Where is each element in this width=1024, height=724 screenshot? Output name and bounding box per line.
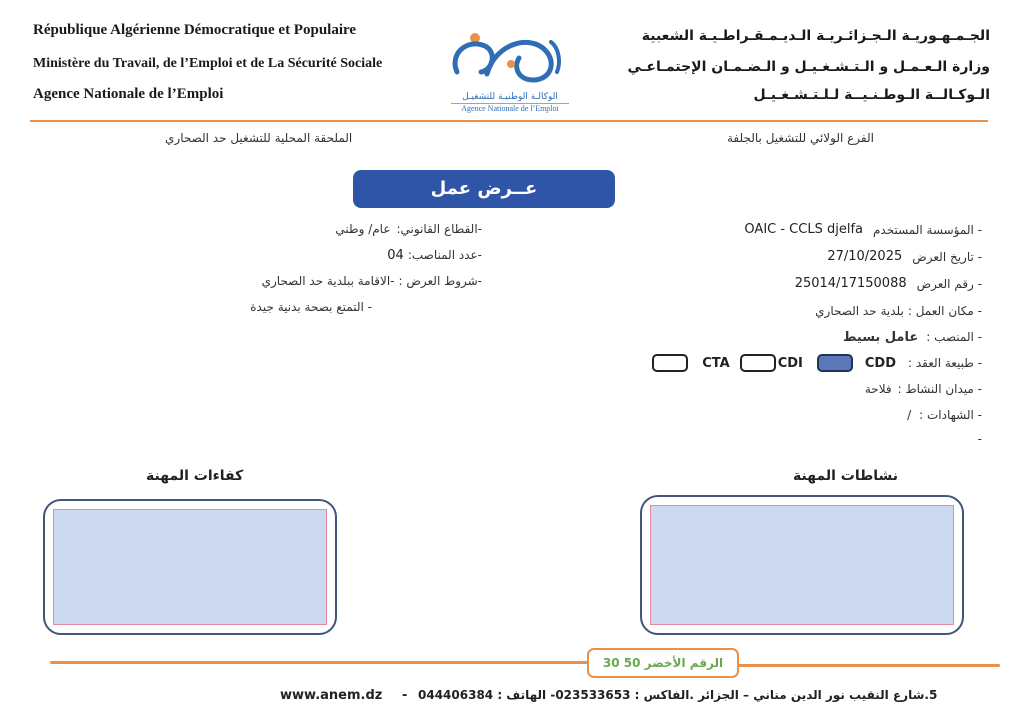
activities-box bbox=[640, 495, 964, 635]
page-title: عــرض عمل bbox=[353, 170, 615, 208]
competences-box bbox=[43, 499, 337, 635]
header-fr-ministry: Ministère du Travail, de l’Emploi et de La Sécurité Sociale bbox=[33, 56, 383, 71]
contract-option-cdd-checkbox[interactable] bbox=[817, 354, 853, 372]
logo-fr-text: Agence Nationale de l’Emploi bbox=[451, 103, 569, 113]
field-employer bbox=[622, 216, 982, 243]
field-legal-sector bbox=[230, 216, 482, 242]
field-workplace-value: بلدية حد الصحاري bbox=[815, 303, 904, 318]
field-positions-count bbox=[230, 242, 482, 268]
field-offer-number-value: 25014/17150088 bbox=[794, 276, 907, 291]
logo-ar-text: الوكالـة الوطنيـة للتشغيـل bbox=[462, 92, 558, 102]
anem-logo bbox=[447, 24, 573, 114]
field-position bbox=[622, 324, 982, 350]
field-activity-domain bbox=[622, 376, 982, 402]
contract-option-cta-checkbox[interactable] bbox=[652, 354, 688, 372]
competences-title: كفاءات المهنة bbox=[146, 468, 244, 484]
field-offer-date-value: 27/10/2025 bbox=[827, 249, 903, 264]
field-workplace bbox=[622, 297, 982, 324]
anem-logo-mark-icon bbox=[447, 24, 573, 90]
offer-details-left bbox=[230, 216, 482, 320]
field-diplomas-label: - الشهادات : bbox=[919, 408, 982, 422]
footer-website[interactable]: www.anem.dz bbox=[280, 688, 383, 703]
field-diplomas-value: / bbox=[907, 408, 912, 422]
footer-address: 5.شارع النقيب نور الدين مناني – الجزائر .الفاكس : 023533653- الهاتف : 044406384 bbox=[418, 688, 938, 702]
field-positions-count-label: -عدد المناصب: bbox=[407, 248, 482, 262]
header-ar-agency: الـوكـالــة الـوطـنـيــة لـلـتـشـغـيـل bbox=[753, 87, 990, 103]
field-employer-label: - المؤسسة المستخدم bbox=[872, 222, 982, 237]
field-activity-label: - ميدان النشاط : bbox=[897, 382, 982, 396]
header-fr-agency: Agence Nationale de l’Emploi bbox=[33, 86, 224, 102]
field-offer-number-label: - رقم العرض bbox=[916, 276, 982, 291]
field-conditions-extra bbox=[230, 294, 482, 320]
field-contract-type bbox=[622, 350, 982, 376]
field-offer-number bbox=[622, 270, 982, 297]
activities-box-content bbox=[650, 505, 954, 625]
field-conditions-value2: - التمتع بصحة بدنية جيدة bbox=[250, 300, 372, 314]
activities-title: نشاطات المهنة bbox=[793, 468, 899, 484]
field-legal-sector-value: عام/ وطني bbox=[335, 222, 391, 236]
header-ar-republic: الجـمـهـوريـة الـجـزائـريـة الـديـمـقـراطـيـة الشعبية bbox=[641, 28, 990, 44]
field-activity-value: فلاحة bbox=[864, 382, 892, 396]
contract-option-cdi-checkbox[interactable] bbox=[740, 354, 776, 372]
offer-details-right bbox=[622, 216, 982, 450]
field-offer-date bbox=[622, 243, 982, 270]
contract-option-cdd-label: CDD bbox=[864, 355, 897, 371]
field-legal-sector-label: -القطاع القانوني: bbox=[396, 222, 482, 236]
field-conditions-value1: -الاقامة ببلدية حد الصحاري bbox=[261, 274, 395, 288]
field-extra bbox=[622, 428, 982, 450]
header-divider bbox=[30, 120, 988, 122]
field-offer-date-label: - تاريخ العرض bbox=[912, 249, 982, 264]
field-extra-label: - bbox=[977, 432, 982, 446]
local-branch-label: الملحقة المحلية للتشغيل حد الصحاري bbox=[165, 131, 353, 145]
footer-rule-right bbox=[735, 664, 1000, 667]
field-conditions-label: -شروط العرض : bbox=[398, 274, 482, 288]
header-ar-ministry: وزارة الـعـمـل و الـتـشـغـيـل و الـضـمـان الإجتمـاعـي bbox=[627, 59, 990, 75]
field-position-value: عامل بسيط bbox=[842, 329, 919, 345]
field-employer-value: OAIC - CCLS djelfa bbox=[744, 222, 863, 237]
footer-separator: - bbox=[402, 688, 408, 703]
contract-option-cdi-label: CDI bbox=[777, 355, 803, 371]
footer-rule-left bbox=[50, 661, 590, 664]
contract-option-cta-label: CTA bbox=[702, 355, 730, 371]
competences-box-content bbox=[53, 509, 327, 625]
field-workplace-label: - مكان العمل : bbox=[907, 303, 982, 318]
header-fr-republic: République Algérienne Démocratique et Populaire bbox=[33, 22, 357, 38]
field-diplomas bbox=[622, 402, 982, 428]
field-contract-label: - طبيعة العقد : bbox=[908, 356, 982, 370]
field-conditions bbox=[230, 268, 482, 294]
wilaya-branch-label: الفرع الولائي للتشغيل بالجلفة bbox=[727, 131, 874, 145]
field-positions-count-value: 04 bbox=[387, 247, 404, 263]
field-position-label: - المنصب : bbox=[926, 330, 982, 344]
green-number-badge: الرقم الأخضر 50 30 bbox=[587, 648, 739, 678]
